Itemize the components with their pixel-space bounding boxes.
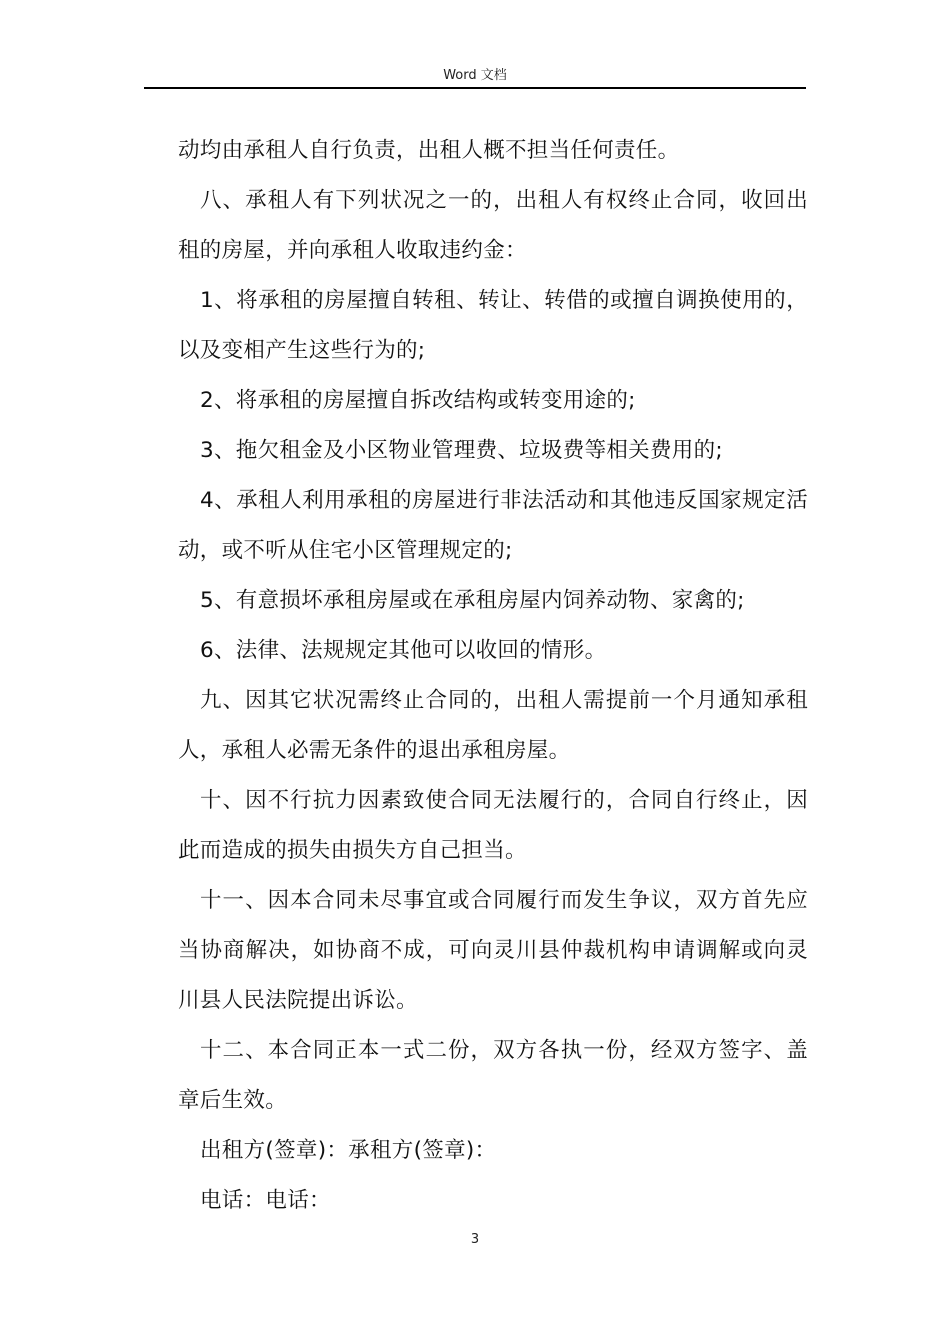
header-divider — [144, 87, 806, 89]
clause-8-item-2: 2、将承租的房屋擅自拆改结构或转变用途的; — [200, 388, 636, 413]
clause-8-item-3: 3、拖欠租金及小区物业管理费、垃圾费等相关费用的; — [200, 438, 723, 463]
paragraph-continuation: 动均由承租人自行负责，出租人概不担当任何责任。 — [178, 138, 680, 163]
clause-8-item-1: 1、将承租的房屋擅自转租、转让、转借的或擅自调换使用的，以及变相产生这些行为的; — [178, 288, 808, 363]
clause-9: 九、因其它状况需终止合同的，出租人需提前一个月通知承租人，承租人必需无条件的退出承租房屋。 — [178, 688, 808, 763]
clause-11: 十一、因本合同未尽事宜或合同履行而发生争议，双方首先应当协商解决，如协商不成，可向灵川县仲裁机构申请调解或向灵川县人民法院提出诉讼。 — [178, 888, 808, 1013]
page-number: 3 — [470, 1232, 480, 1247]
document-body — [178, 126, 808, 1226]
clause-10: 十、因不行抗力因素致使合同无法履行的，合同自行终止，因此而造成的损失由损失方自己担当。 — [178, 788, 808, 863]
clause-8-item-4: 4、承租人利用承租的房屋进行非法活动和其他违反国家规定活动，或不听从住宅小区管理规定的; — [178, 488, 808, 563]
clause-8-item-6: 6、法律、法规规定其他可以收回的情形。 — [200, 638, 607, 663]
clause-12: 十二、本合同正本一式二份，双方各执一份，经双方签字、盖章后生效。 — [178, 1038, 808, 1113]
page-header: Word 文档 — [443, 68, 507, 83]
phone-line: 电话：电话： — [200, 1188, 331, 1213]
signature-line: 出租方(签章)：承租方(签章)： — [200, 1138, 497, 1163]
clause-8: 八、承租人有下列状况之一的，出租人有权终止合同，收回出租的房屋，并向承租人收取违约金： — [178, 188, 808, 263]
clause-8-item-5: 5、有意损坏承租房屋或在承租房屋内饲养动物、家禽的; — [200, 588, 745, 613]
